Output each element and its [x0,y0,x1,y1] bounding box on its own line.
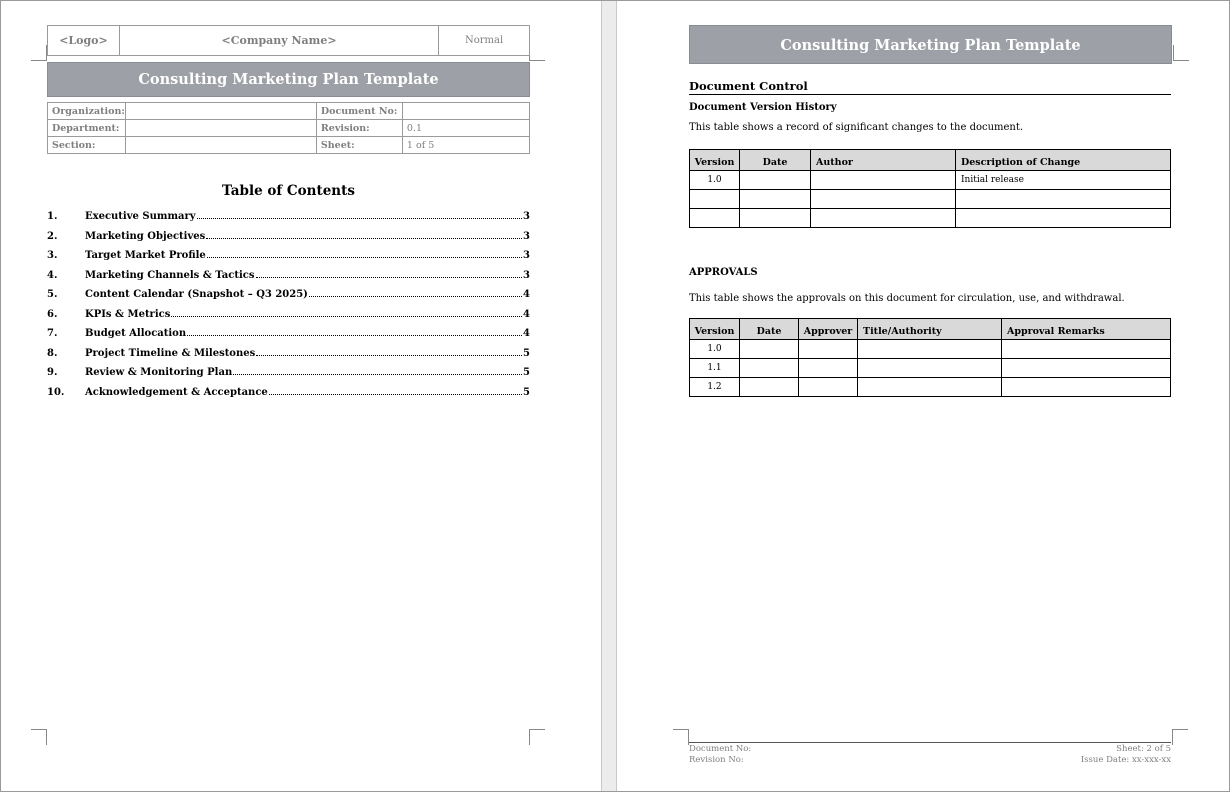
table-cell[interactable] [740,378,799,397]
page-2 [617,1,1229,791]
toc-number: 6. [47,308,58,320]
crop-mark [673,729,689,745]
page-gutter [601,1,617,791]
toc-label: Acknowledgement & Acceptance [85,386,268,398]
sheet-label: Sheet: [316,137,402,154]
column-header: Version [690,150,740,171]
organization-label: Organization: [48,103,126,120]
table-cell[interactable] [858,340,1002,359]
document-control-heading: Document Control [689,79,1171,95]
toc-page: 5 [523,386,530,398]
toc-label: Content Calendar (Snapshot – Q3 2025) [85,289,308,300]
page-1 [1,1,601,791]
table-cell[interactable] [858,359,1002,378]
version-history-intro: This table shows a record of significant changes to the document. [689,122,1024,133]
table-row [690,209,1171,228]
toc-number: 1. [47,211,58,222]
toc-leader [269,394,522,395]
department-value[interactable] [125,120,316,137]
table-cell[interactable] [740,171,811,190]
table-cell[interactable] [858,378,1002,397]
toc-number: 4. [47,269,58,281]
toc-label: Target Market Profile [85,250,206,261]
toc-entry[interactable] [47,231,529,251]
sheet-value[interactable]: 1 of 5 [402,137,529,154]
logo-placeholder: <Logo> [48,26,120,56]
toc-entry[interactable] [47,250,529,270]
revision-value[interactable]: 0.1 [402,120,529,137]
toc-page: 3 [523,250,530,261]
table-cell[interactable] [799,340,858,359]
toc-number: 2. [47,230,58,242]
toc-page: 5 [523,347,530,359]
table-cell[interactable] [811,190,956,209]
toc-label: Project Timeline & Milestones [85,347,256,359]
table-of-contents [47,211,529,406]
table-cell[interactable]: 1.0 [690,340,740,359]
toc-leader [256,277,523,278]
toc-label: Review & Monitoring Plan [85,367,233,378]
toc-page: 4 [523,328,530,339]
table-cell[interactable] [740,209,811,228]
toc-label: Executive Summary [85,211,196,222]
table-cell[interactable] [799,378,858,397]
section-value[interactable] [125,137,316,154]
table-cell[interactable]: 1.1 [690,359,740,378]
column-header: Date [740,319,799,340]
toc-title: Table of Contents [222,183,355,199]
footer-revision-no: Revision No: [689,755,744,765]
toc-leader [171,316,522,317]
crop-mark [529,45,545,61]
toc-entry[interactable] [47,328,529,348]
column-header: Title/Authority [858,319,1002,340]
toc-leader [309,296,522,297]
table-cell[interactable] [1002,340,1171,359]
column-header: Approver [799,319,858,340]
crop-mark [31,45,47,61]
table-cell[interactable] [690,209,740,228]
document-no-value[interactable] [402,103,529,120]
toc-number: 8. [47,347,58,359]
footer-divider [689,742,1171,743]
table-cell[interactable] [956,209,1171,228]
toc-page: 4 [523,308,530,320]
column-header: Author [811,150,956,171]
toc-page: 3 [523,230,530,242]
toc-page: 3 [523,269,530,281]
toc-leader [187,335,522,336]
toc-leader [197,218,522,219]
toc-page: 4 [523,289,530,300]
crop-mark [31,729,47,745]
footer-document-no: Document No: [689,744,752,754]
table-cell[interactable] [811,171,956,190]
toc-number: 9. [47,367,58,378]
toc-entry[interactable] [47,211,529,231]
style-label: Normal [439,26,530,56]
approvals-heading: APPROVALS [689,267,758,278]
table-row [690,340,1171,359]
approvals-table [689,318,1171,397]
column-header: Approval Remarks [1002,319,1171,340]
footer-issue-date: Issue Date: xx-xxx-xx [1080,755,1171,765]
table-row [690,378,1171,397]
toc-leader [206,238,522,239]
table-cell[interactable] [956,190,1171,209]
column-header: Version [690,319,740,340]
toc-entry[interactable] [47,289,529,309]
toc-entry[interactable] [47,387,529,407]
table-row [690,171,1171,190]
document-info-table [47,102,530,154]
toc-entry[interactable] [47,348,529,368]
toc-number: 5. [47,289,58,300]
document-title: Consulting Marketing Plan Template [47,62,530,97]
toc-label: Budget Allocation [85,328,187,339]
toc-entry[interactable] [47,270,529,290]
crop-mark [529,729,545,745]
table-cell[interactable] [799,359,858,378]
table-row [690,359,1171,378]
toc-entry[interactable] [47,367,529,387]
table-row [690,190,1171,209]
crop-mark [1173,45,1189,61]
table-cell[interactable]: Initial release [956,171,1171,190]
document-title: Consulting Marketing Plan Template [689,25,1172,64]
toc-page: 5 [523,367,530,378]
table-cell[interactable] [740,340,799,359]
column-header: Date [740,150,811,171]
toc-number: 3. [47,250,58,261]
toc-entry[interactable] [47,309,529,329]
toc-leader [256,355,522,356]
approvals-intro: This table shows the approvals on this document for circulation, use, and withdrawal. [689,293,1125,304]
crop-mark [1172,729,1188,745]
toc-number: 10. [47,386,65,398]
toc-label: Marketing Channels & Tactics [85,269,255,281]
footer-row-1 [689,744,1171,754]
company-name-placeholder: <Company Name> [119,26,438,56]
toc-label: KPIs & Metrics [85,308,171,320]
table-cell[interactable] [740,359,799,378]
table-cell[interactable]: 1.0 [690,171,740,190]
table-cell[interactable] [811,209,956,228]
table-cell[interactable] [690,190,740,209]
toc-number: 7. [47,328,58,339]
toc-leader [207,257,522,258]
version-history-table [689,149,1171,228]
table-cell[interactable]: 1.2 [690,378,740,397]
revision-label: Revision: [316,120,402,137]
header-table [47,25,530,56]
footer-row-2 [689,755,1171,765]
organization-value[interactable] [125,103,316,120]
department-label: Department: [48,120,126,137]
table-cell[interactable] [740,190,811,209]
toc-leader [233,374,522,375]
toc-page: 3 [523,211,530,222]
table-cell[interactable] [1002,359,1171,378]
table-cell[interactable] [1002,378,1171,397]
footer-sheet: Sheet: 2 of 5 [1116,744,1171,754]
section-label: Section: [48,137,126,154]
toc-label: Marketing Objectives [85,230,206,242]
column-header: Description of Change [956,150,1171,171]
version-history-heading: Document Version History [689,102,837,113]
document-no-label: Document No: [316,103,402,120]
